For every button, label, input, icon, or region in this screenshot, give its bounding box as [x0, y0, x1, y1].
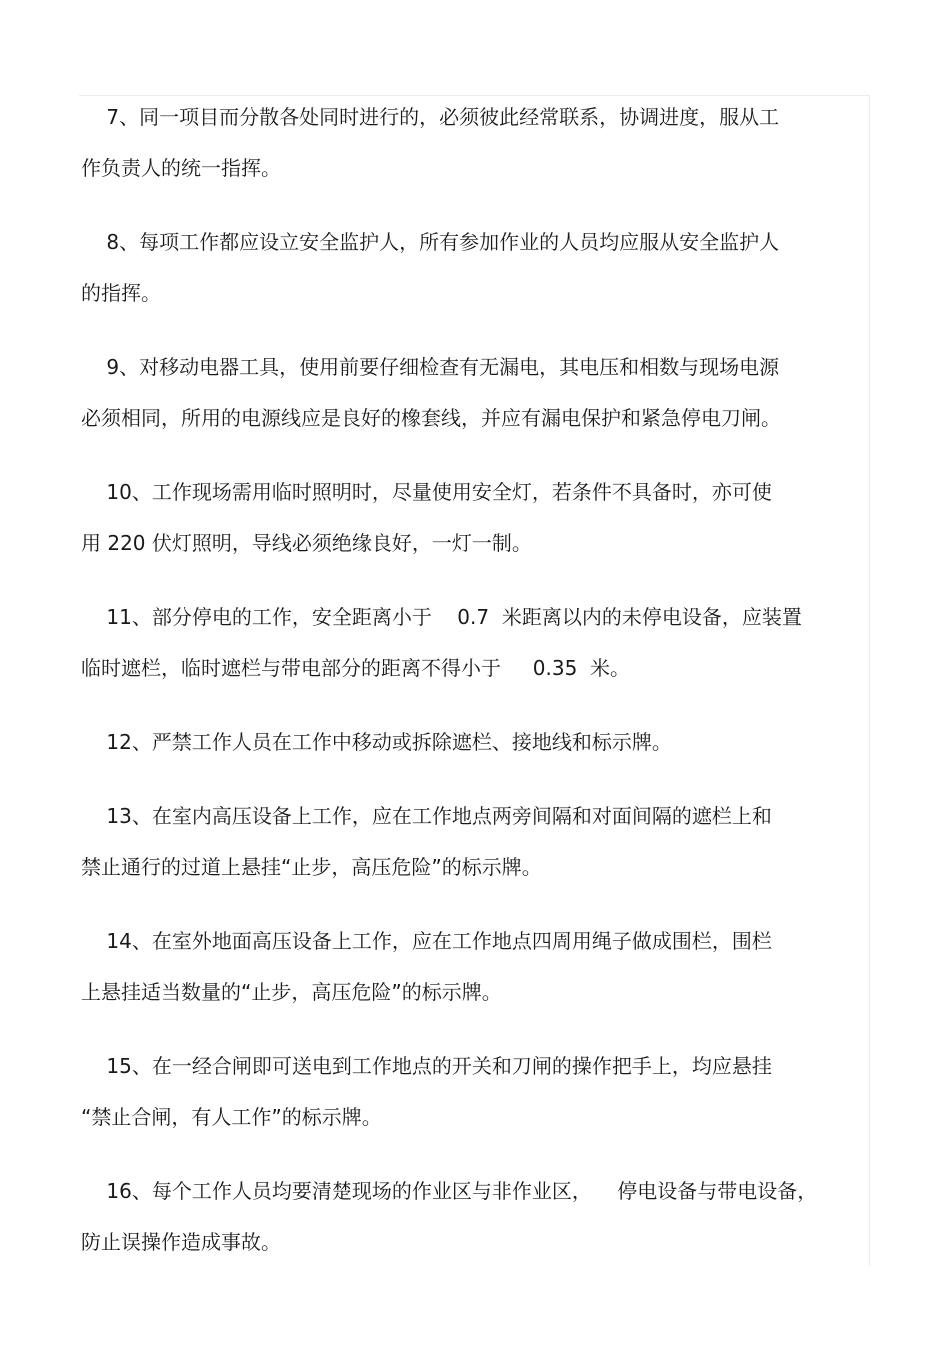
rule-paragraph-15 — [81, 1041, 851, 1143]
paragraph-line: 上悬挂适当数量的“止步，高压危险”的标示牌。 — [81, 980, 502, 1004]
rule-paragraph-14 — [81, 916, 851, 1018]
paragraph-line: 9、对移动电器工具，使用前要仔细检查有无漏电，其电压和相数与现场电源 — [81, 355, 780, 379]
rule-paragraph-16 — [81, 1166, 851, 1268]
rule-paragraph-9 — [81, 342, 851, 444]
paragraph-line: 必须相同，所用的电源线应是良好的橡套线，并应有漏电保护和紧急停电刀闸。 — [81, 406, 781, 430]
paragraph-line: 10、工作现场需用临时照明时，尽量使用安全灯，若条件不具备时，亦可使 — [81, 480, 772, 504]
paragraph-line: 防止误操作造成事故。 — [81, 1230, 281, 1254]
rule-paragraph-11 — [81, 592, 851, 694]
paragraph-line: 的指挥。 — [81, 281, 161, 305]
paragraph-line: 11、部分停电的工作，安全距离小于 0.7 米距离以内的未停电设备，应装置 — [81, 605, 802, 629]
paragraph-line: 15、在一经合闸即可送电到工作地点的开关和刀闸的操作把手上，均应悬挂 — [81, 1054, 772, 1078]
paragraph-line: “禁止合闸，有人工作”的标示牌。 — [81, 1105, 382, 1129]
rule-paragraph-8 — [81, 217, 851, 319]
paragraph-line: 作负责人的统一指挥。 — [81, 156, 281, 180]
rule-paragraph-7 — [81, 92, 851, 194]
paragraph-line: 7、同一项目而分散各处同时进行的，必须彼此经常联系，协调进度，服从工 — [81, 105, 780, 129]
paragraph-line: 禁止通行的过道上悬挂“止步，高压危险”的标示牌。 — [81, 855, 542, 879]
paragraph-line: 12、严禁工作人员在工作中移动或拆除遮栏、接地线和标示牌。 — [81, 730, 672, 754]
paragraph-line: 用 220 伏灯照明，导线必须绝缘良好，一灯一制。 — [81, 531, 532, 555]
paragraph-line: 8、每项工作都应设立安全监护人，所有参加作业的人员均应服从安全监护人 — [81, 230, 780, 254]
paragraph-line: 16、每个工作人员均要清楚现场的作业区与非作业区， 停电设备与带电设备， — [81, 1179, 818, 1203]
paragraph-line: 临时遮栏，临时遮栏与带电部分的距离不得小于 0.35 米。 — [81, 656, 631, 680]
rule-paragraph-10 — [81, 467, 851, 569]
paragraph-line: 13、在室内高压设备上工作，应在工作地点两旁间隔和对面间隔的遮栏上和 — [81, 804, 772, 828]
rule-paragraph-13 — [81, 791, 851, 893]
rule-paragraph-12 — [81, 717, 851, 768]
paragraph-line: 14、在室外地面高压设备上工作，应在工作地点四周用绳子做成围栏，围栏 — [81, 929, 772, 953]
